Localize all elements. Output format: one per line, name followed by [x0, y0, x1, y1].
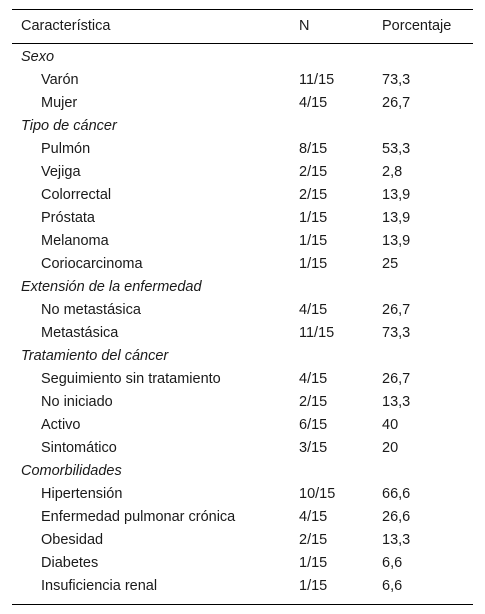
- row-percentage: 73,3: [382, 325, 411, 341]
- row-percentage: 13,9: [382, 233, 411, 249]
- row-label: Mujer: [41, 95, 78, 111]
- row-n: 4/15: [299, 302, 328, 318]
- row-label: Sintomático: [41, 440, 117, 456]
- header-rule: [12, 43, 473, 44]
- row-label: Enfermedad pulmonar crónica: [41, 509, 236, 525]
- row-percentage: 13,3: [382, 394, 411, 410]
- header-n: N: [299, 18, 310, 34]
- row-label: Próstata: [41, 210, 95, 226]
- row-percentage: 20: [382, 440, 399, 456]
- row-percentage: 13,3: [382, 532, 411, 548]
- row-n: 1/15: [299, 210, 328, 226]
- category-title: Tratamiento del cáncer: [21, 348, 169, 364]
- row-n: 4/15: [299, 95, 328, 111]
- row-percentage: 26,7: [382, 371, 411, 387]
- row-n: 1/15: [299, 256, 328, 272]
- row-label: Melanoma: [41, 233, 109, 249]
- row-label: Pulmón: [41, 141, 91, 157]
- row-n: 2/15: [299, 394, 328, 410]
- row-percentage: 2,8: [382, 164, 403, 180]
- row-label: Vejiga: [41, 164, 81, 180]
- row-n: 2/15: [299, 164, 328, 180]
- row-label: Varón: [41, 72, 79, 88]
- row-label: Activo: [41, 417, 81, 433]
- row-percentage: 66,6: [382, 486, 411, 502]
- row-label: Diabetes: [41, 555, 99, 571]
- row-percentage: 73,3: [382, 72, 411, 88]
- row-label: Seguimiento sin tratamiento: [41, 371, 221, 387]
- category-title: Sexo: [21, 49, 55, 65]
- table-bottom-rule: [12, 604, 473, 605]
- row-n: 2/15: [299, 532, 328, 548]
- row-n: 6/15: [299, 417, 328, 433]
- row-n: 4/15: [299, 509, 328, 525]
- row-label: Hipertensión: [41, 486, 123, 502]
- row-n: 1/15: [299, 555, 328, 571]
- row-n: 11/15: [299, 72, 335, 88]
- category-title: Extensión de la enfermedad: [21, 279, 202, 295]
- row-n: 1/15: [299, 233, 328, 249]
- row-label: Metastásica: [41, 325, 119, 341]
- header-percentage: Porcentaje: [382, 18, 452, 34]
- row-percentage: 26,7: [382, 95, 411, 111]
- row-percentage: 26,7: [382, 302, 411, 318]
- row-percentage: 6,6: [382, 555, 403, 571]
- row-label: Insuficiencia renal: [41, 578, 158, 594]
- category-title: Comorbilidades: [21, 463, 122, 479]
- row-n: 11/15: [299, 325, 335, 341]
- row-n: 10/15: [299, 486, 336, 502]
- row-percentage: 25: [382, 256, 399, 272]
- row-label: Coriocarcinoma: [41, 256, 143, 272]
- row-percentage: 26,6: [382, 509, 411, 525]
- header-characteristic: Característica: [21, 18, 111, 34]
- row-label: Colorrectal: [41, 187, 112, 203]
- table-top-rule: [12, 9, 473, 10]
- category-title: Tipo de cáncer: [21, 118, 117, 134]
- row-percentage: 13,9: [382, 187, 411, 203]
- row-n: 1/15: [299, 578, 328, 594]
- row-n: 4/15: [299, 371, 328, 387]
- row-percentage: 53,3: [382, 141, 411, 157]
- row-label: Obesidad: [41, 532, 104, 548]
- row-n: 3/15: [299, 440, 328, 456]
- row-n: 8/15: [299, 141, 328, 157]
- row-percentage: 13,9: [382, 210, 411, 226]
- row-n: 2/15: [299, 187, 328, 203]
- row-label: No metastásica: [41, 302, 141, 318]
- row-percentage: 40: [382, 417, 399, 433]
- row-percentage: 6,6: [382, 578, 403, 594]
- row-label: No iniciado: [41, 394, 113, 410]
